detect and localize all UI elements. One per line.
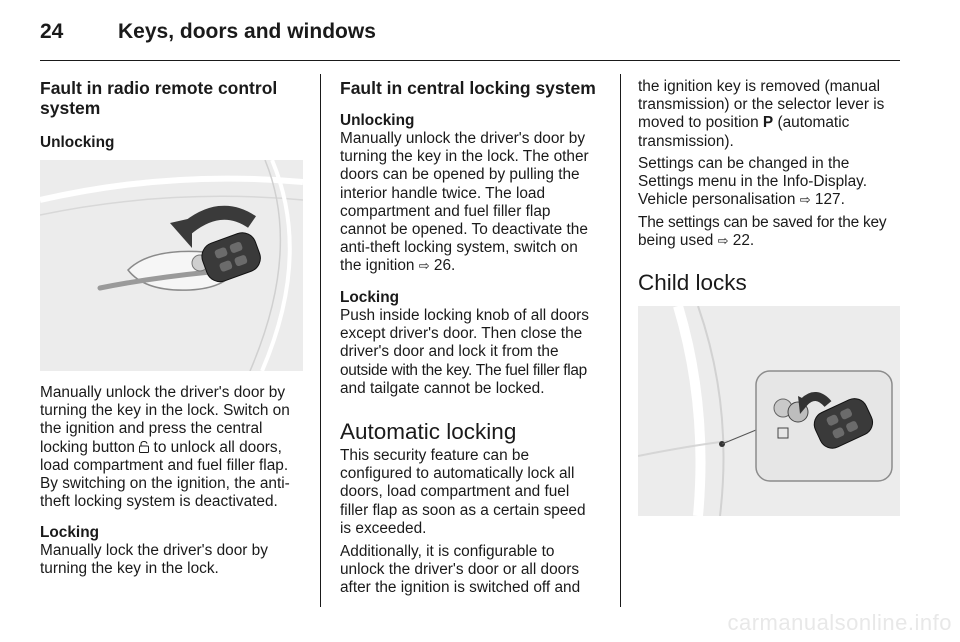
section-heading-automatic-locking: Automatic locking: [340, 419, 517, 444]
text-fragment: (automatic: [773, 114, 850, 132]
text-line: load compartment and fuel filler flap.: [40, 456, 289, 474]
text-line: [638, 191, 903, 209]
section-heading-child-locks: Child locks: [638, 270, 747, 295]
paragraph-automatic-locking: [340, 447, 615, 538]
text-line: compartment and fuel filler flap: [340, 202, 551, 220]
page-reference-arrow-icon[interactable]: ⇨: [418, 258, 430, 274]
text-line: doors, load compartment and fuel: [340, 483, 570, 501]
section-heading-central-locking-fault: Fault in central locking system: [340, 78, 596, 98]
text-line: Manually lock the driver's door by: [40, 542, 268, 559]
subheading-unlocking: Unlocking: [40, 134, 115, 151]
text-line: [40, 439, 310, 457]
text-line: Push inside locking knob of all doors: [340, 307, 589, 324]
text-line: interior handle twice. The load: [340, 184, 546, 202]
text-line: theft locking system is deactivated.: [40, 493, 278, 511]
selector-position-p: P: [762, 114, 774, 132]
text-line: configured to automatically lock all: [340, 465, 575, 483]
text-fragment: to unlock all doors,: [149, 438, 282, 456]
heading-line: Fault in radio remote control: [40, 78, 278, 98]
text-line: the ignition and press the central: [40, 420, 263, 438]
text-line: The settings can be saved for the key: [638, 214, 887, 231]
text-fragment: moved to position: [638, 114, 759, 132]
text-line: the ignition key is removed (manual: [638, 78, 881, 95]
page-reference-link[interactable]: 22.: [728, 232, 755, 250]
paragraph-locking-central: [340, 307, 615, 398]
text-line: except driver's door. Then close the: [340, 325, 583, 343]
text-line: outside with the key. The fuel filler flap: [340, 361, 587, 379]
text-line: doors can be opened by pulling the: [340, 166, 580, 184]
padlock-open-icon: [139, 441, 149, 453]
text-line: cannot be opened. To deactivate the: [340, 221, 588, 239]
page-reference-arrow-icon[interactable]: ⇨: [799, 192, 811, 208]
door-unlock-illustration: [40, 160, 303, 371]
heading-line: system: [40, 98, 101, 118]
paragraph-continued: [638, 78, 903, 151]
text-line: anti-theft locking system, switch on: [340, 239, 578, 257]
watermark: carmanualsonline.info: [727, 610, 952, 635]
text-line: transmission) or the selector lever is: [638, 96, 885, 114]
text-line: This security feature can be: [340, 447, 530, 464]
text-line: after the ignition is switched off and: [340, 579, 581, 597]
text-fragment: the ignition: [340, 257, 415, 275]
paragraph-settings: [638, 155, 903, 210]
section-heading-radio-fault: [40, 78, 277, 118]
paragraph-unlocking-central: [340, 130, 615, 276]
text-line: Settings menu in the Info-Display.: [638, 173, 867, 191]
text-line: Additionally, it is configurable to: [340, 543, 555, 560]
text-fragment: locking button: [40, 438, 135, 456]
paragraph-additional: [340, 543, 615, 598]
text-line: [638, 114, 903, 132]
text-line: turning the key in the lock. The other: [340, 148, 589, 166]
text-line: transmission).: [638, 132, 734, 150]
text-fragment: being used: [638, 232, 714, 250]
paragraph-settings-saved: [638, 214, 908, 250]
text-fragment: Vehicle personalisation: [638, 191, 796, 209]
door-key-unlock-image: [40, 160, 303, 371]
text-line: is exceeded.: [340, 519, 427, 537]
child-lock-illustration: [638, 306, 900, 516]
text-line: driver's door and lock it from the: [340, 343, 559, 361]
paragraph-locking-radio: [40, 542, 310, 578]
text-line: and tailgate cannot be locked.: [340, 379, 545, 397]
column-divider-2: [620, 74, 621, 607]
text-line: turning the key in the lock. Switch on: [40, 402, 290, 420]
column-divider-1: [320, 74, 321, 607]
paragraph-unlocking-radio: [40, 384, 310, 511]
subheading-locking: Locking: [40, 524, 99, 541]
page-number: 24: [40, 20, 64, 43]
chapter-title: Keys, doors and windows: [118, 20, 376, 43]
subheading-locking: Locking: [340, 289, 399, 306]
subheading-unlocking: Unlocking: [340, 112, 415, 129]
text-line: Manually unlock the driver's door by: [40, 384, 286, 401]
text-line: [340, 257, 615, 275]
text-line: Settings can be changed in the: [638, 155, 850, 172]
text-line: filler flap as soon as a certain speed: [340, 501, 586, 519]
page-reference-link[interactable]: 26.: [429, 257, 456, 275]
text-line: Manually unlock the driver's door by: [340, 130, 586, 147]
child-lock-key-image: [638, 306, 900, 516]
page-reference-arrow-icon[interactable]: ⇨: [717, 233, 729, 249]
text-line: By switching on the ignition, the anti-: [40, 475, 290, 493]
text-line: turning the key in the lock.: [40, 560, 219, 578]
text-line: unlock the driver's door or all doors: [340, 561, 580, 579]
text-line: [638, 232, 908, 250]
page-header: [40, 0, 900, 61]
page-reference-link[interactable]: 127.: [810, 191, 845, 209]
